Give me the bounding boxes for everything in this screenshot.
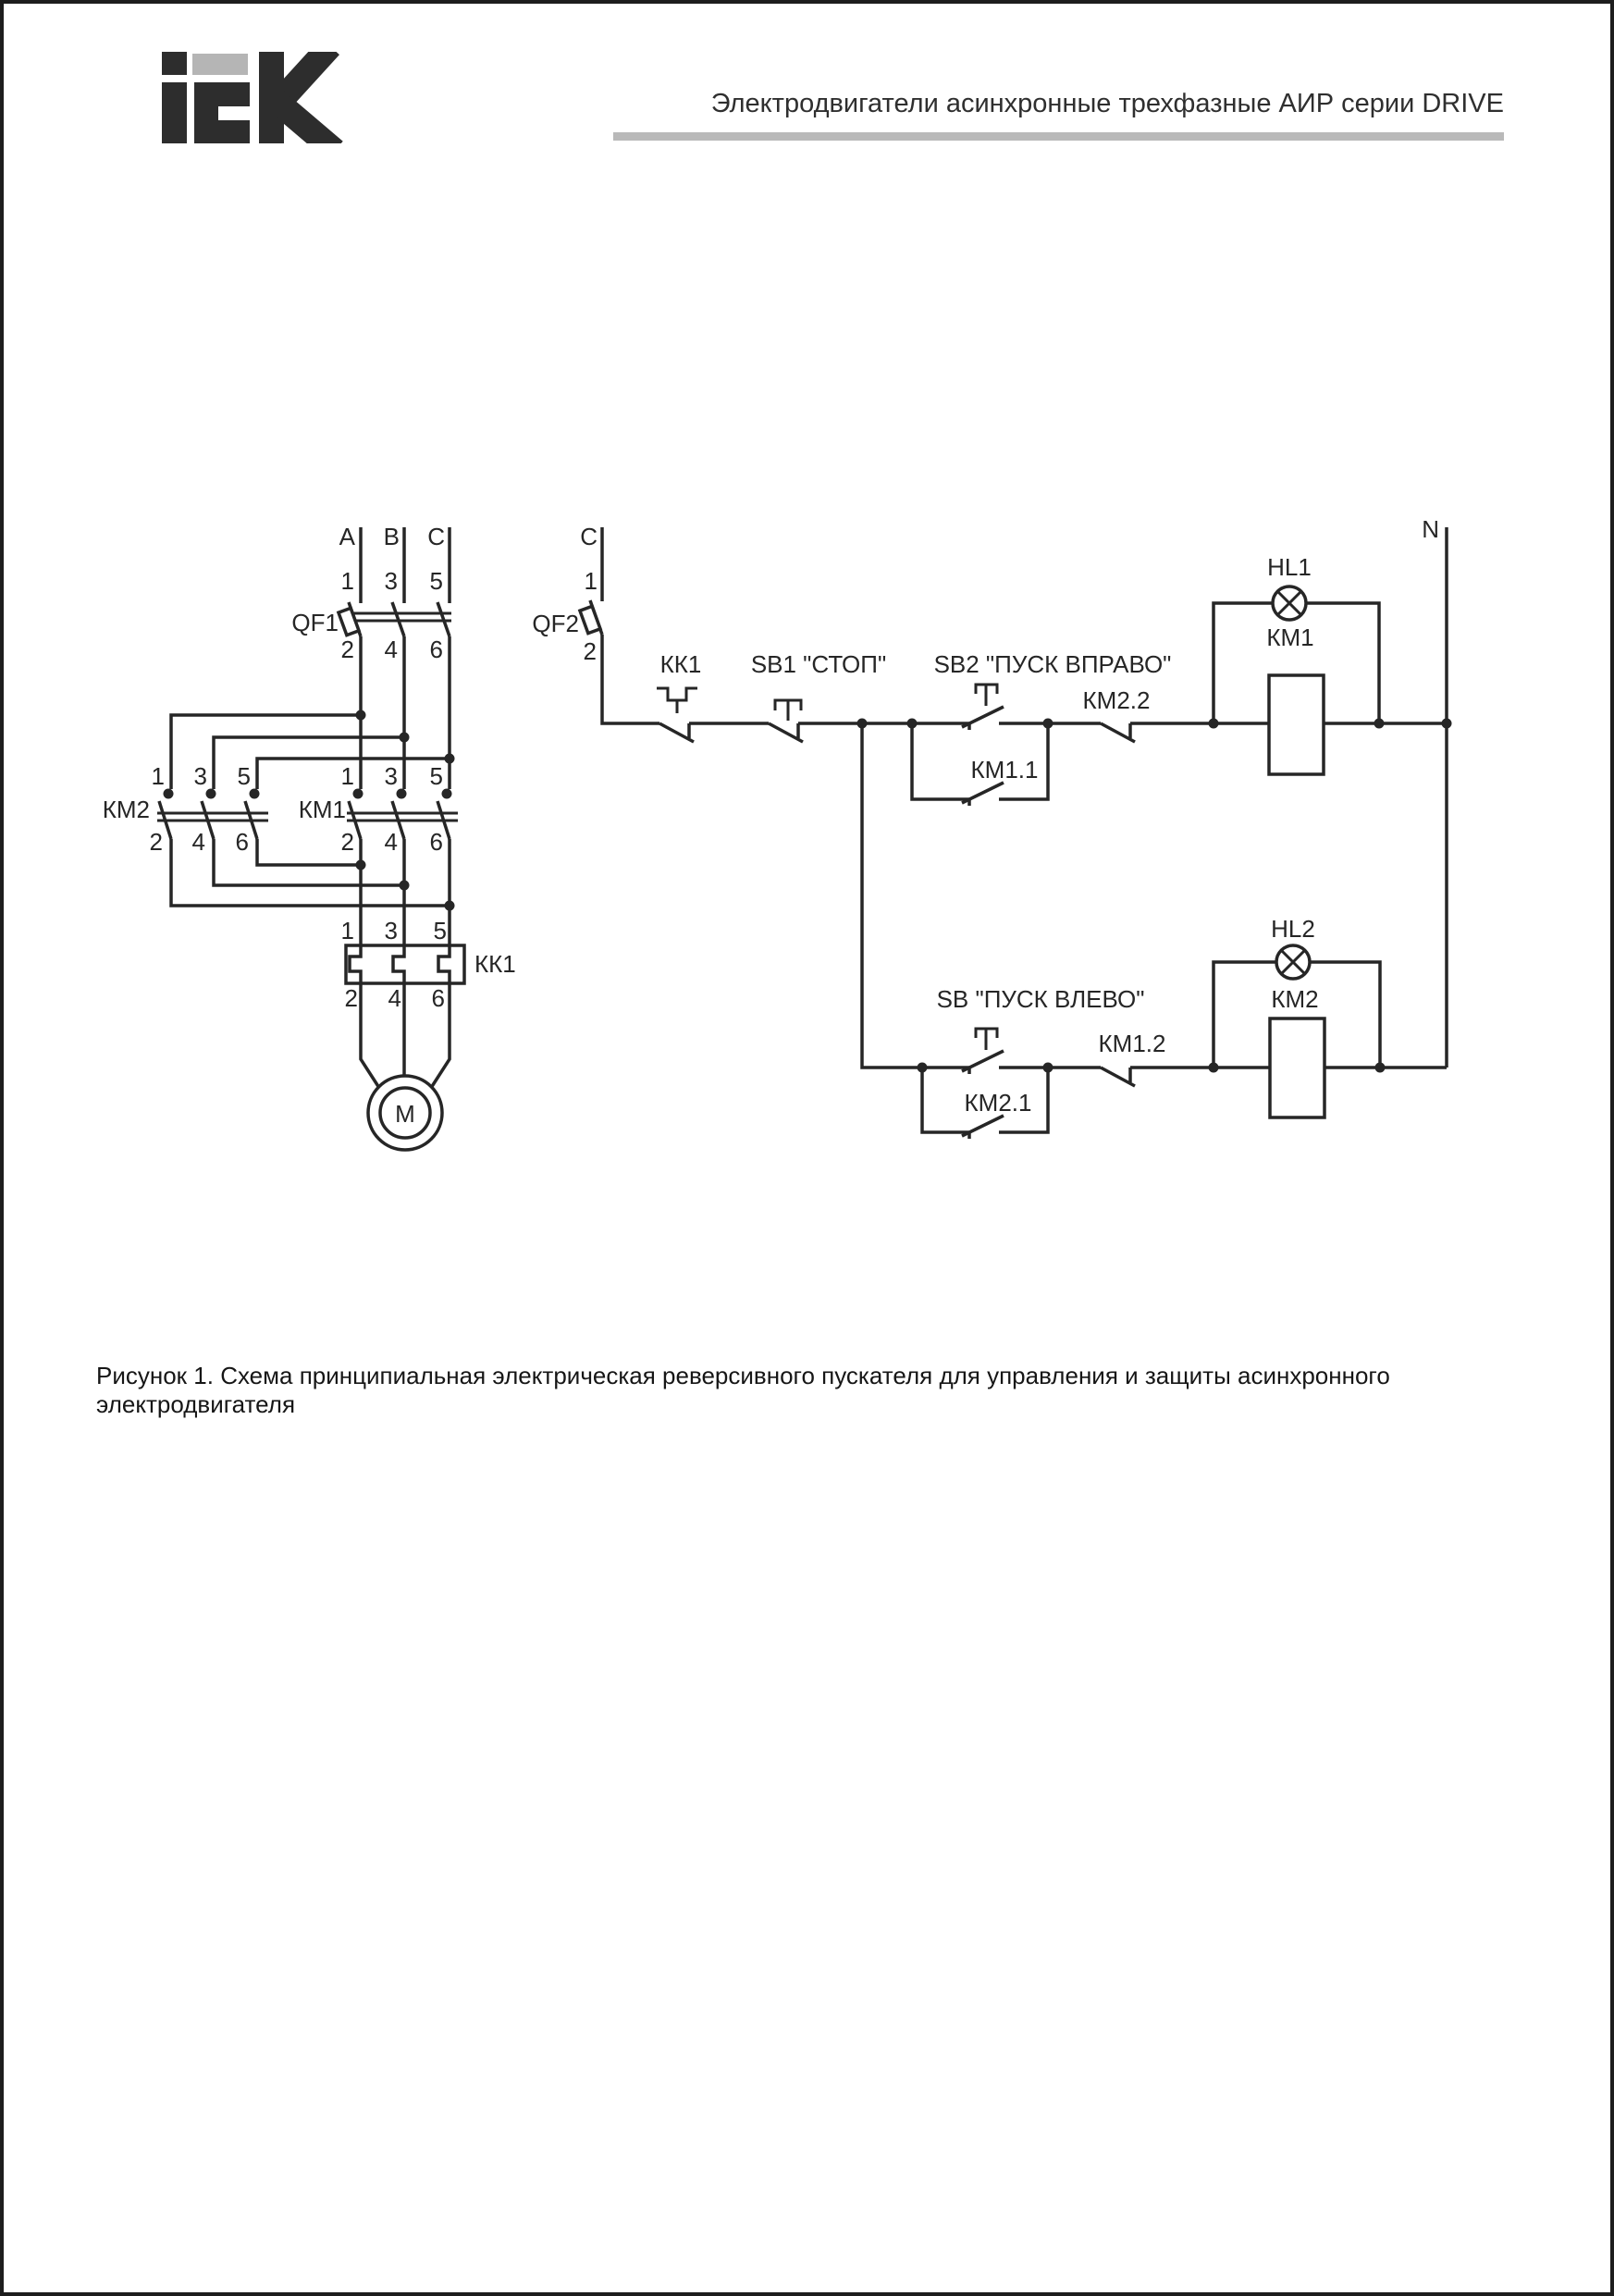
km1-terminal: 5 [429, 762, 443, 790]
km1-2-label: КМ1.2 [1098, 1030, 1166, 1057]
qf1-terminal: 3 [384, 567, 398, 595]
km2-label: КМ2 [102, 796, 150, 823]
km2-terminal: 6 [235, 828, 249, 856]
motor-label: M [395, 1100, 415, 1128]
km2-coil [1270, 1018, 1324, 1117]
hl2-label: HL2 [1271, 915, 1315, 943]
phase-b-label: B [383, 523, 400, 550]
sb1-label: SB1 "СТОП" [750, 650, 887, 678]
sb-left-label: SB "ПУСК ВЛЕВО" [936, 985, 1145, 1013]
qf2-terminal: 1 [584, 567, 598, 595]
kk1-terminal: 1 [340, 917, 354, 944]
km2-1-label: КМ2.1 [964, 1089, 1032, 1117]
km2-terminal: 2 [149, 828, 163, 856]
qf2-breaker [580, 600, 602, 635]
figure-caption: Рисунок 1. Схема принципиальная электрическая реверсивного пускателя для управления и защиты асинхронного электродвигателя [96, 1362, 1390, 1418]
km1-terminal: 1 [340, 762, 354, 790]
km2-2-label: КМ2.2 [1082, 686, 1151, 714]
qf1-label: QF1 [291, 609, 339, 636]
control-junctions [857, 719, 1452, 1073]
kk1-label: КК1 [474, 950, 516, 978]
qf1-terminal: 2 [340, 636, 354, 663]
km1-terminal: 4 [384, 828, 398, 856]
sb-start-left-button [962, 1029, 1004, 1074]
page-title: Электродвигатели асинхронные трехфазные АИР серии DRIVE [710, 89, 1504, 118]
motor [368, 1076, 442, 1150]
kk1-terminal: 3 [384, 917, 398, 944]
kk1-terminal: 6 [431, 984, 445, 1012]
kk1-nc-contact [657, 688, 697, 742]
qf2-label: QF2 [532, 610, 579, 637]
km2-2-nc-contact [1101, 723, 1135, 742]
sb2-label: SB2 "ПУСК ВПРАВО" [933, 650, 1172, 678]
km2-terminal: 5 [237, 762, 251, 790]
km2-coil-label: КМ2 [1271, 985, 1319, 1013]
km1-terminal: 2 [340, 828, 354, 856]
km2-terminal: 1 [151, 762, 165, 790]
control-phase-label: C [580, 523, 598, 550]
qf1-terminal: 4 [384, 636, 398, 663]
lower-rung-feed [862, 723, 969, 1068]
km1-coil-label: КМ1 [1266, 623, 1314, 651]
km1-label: КМ1 [298, 796, 346, 823]
sb1-stop-button [769, 700, 803, 742]
km2-terminal: 3 [193, 762, 207, 790]
qf1-terminal: 5 [429, 567, 443, 595]
kk1-terminal: 5 [433, 917, 447, 944]
km1-terminal: 3 [384, 762, 398, 790]
kk1-thermal-relay [346, 945, 464, 983]
qf1-breaker [339, 602, 451, 636]
qf1-terminal: 1 [340, 567, 354, 595]
control-circuit [532, 515, 1451, 1139]
sb2-start-right-button [962, 685, 1004, 730]
kk1-terminal: 4 [388, 984, 401, 1012]
phase-a-label: A [339, 523, 355, 550]
km1-2-nc-contact [1101, 1068, 1135, 1086]
km1-1-label: КМ1.1 [970, 756, 1039, 784]
km2-terminal: 4 [191, 828, 205, 856]
km1-coil [1269, 675, 1324, 774]
km1-terminal: 6 [429, 828, 443, 856]
qf2-terminal: 2 [583, 637, 597, 665]
neutral-label: N [1422, 515, 1439, 543]
phase-c-label: C [427, 523, 445, 550]
kk1-aux-label: КК1 [659, 650, 702, 678]
power-circuit [103, 523, 516, 1150]
hl1-label: HL1 [1267, 553, 1312, 581]
kk1-terminal: 2 [344, 984, 358, 1012]
qf1-terminal: 6 [429, 636, 443, 663]
